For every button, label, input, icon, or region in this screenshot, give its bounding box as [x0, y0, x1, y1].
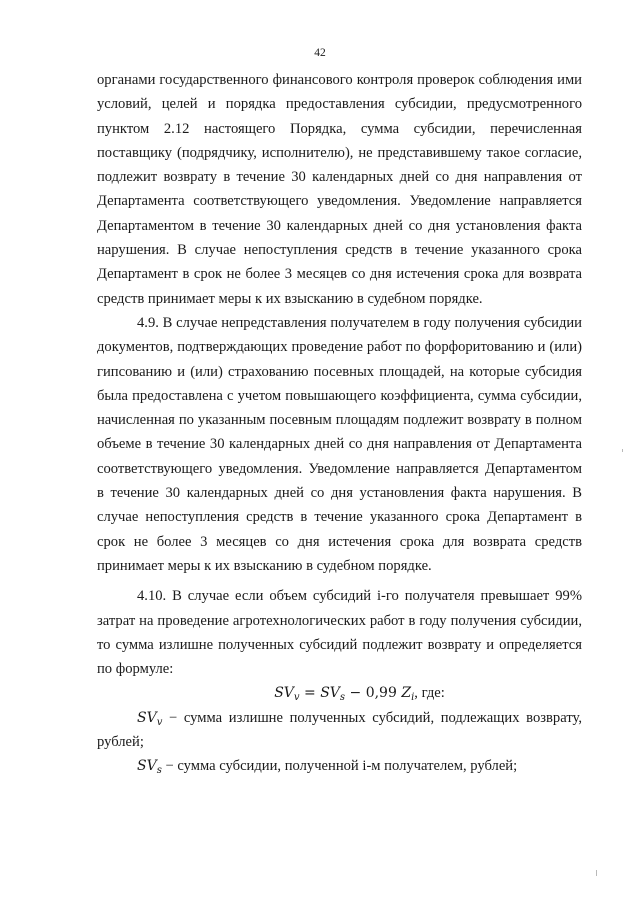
document-body — [97, 68, 582, 779]
formula-z-sub: i — [411, 692, 415, 704]
formula-tail: , где: — [414, 685, 445, 702]
definition-text: − сумма излишне полученных субсидий, подлежащих возврату, рублей; — [97, 709, 582, 751]
scan-artifact — [596, 870, 597, 876]
formula-line — [97, 681, 582, 705]
scan-artifact — [622, 449, 623, 452]
formula-z-var: Z — [401, 685, 412, 702]
formula — [274, 685, 415, 704]
formula-equals: = — [299, 685, 321, 702]
paragraph-continuation: органами государственного финансового контроля проверок соблюдения ими условий, целей и порядка предоставления субсидии, предусмотренного пунктом 2.12 настоящего Порядка, сумма субсидии, перечисленная поставщику (подрядчику, исполнителю), не представившему такое согласие, подлежит возврату в течение 30 календарных дней со дня направления от Департамента соответствующего уведомления. Уведомление направляется Департаментом в течение 30 календарных дней со дня установления факта нарушения. В случае непоступления средств в течение указанного срока Департамент в срок не более 3 месяцев со дня истечения срока для возврата средств принимает меры к их взысканию в судебном порядке. — [97, 72, 582, 307]
formula-lhs-sub: v — [293, 692, 300, 704]
page-number: 42 — [314, 47, 326, 59]
formula-rhs-var: SV — [320, 685, 340, 702]
formula-coefficient: 0,99 — [365, 685, 397, 702]
definition-text: − сумма субсидии, полученной i-м получателем, рублей; — [161, 758, 518, 775]
paragraph-4-9: 4.9. В случае непредставления получателем в году получения субсидии документов, подтверждающих проведение работ по форфоритованию и (или) гипсованию и (или) страхованию посевных площадей, на которые субсидия была предоставлена с учетом повышающего коэффициента, сумма субсидии, начисленная по указанным посевным площадям подлежит возврату в полном объеме в течение 30 календарных дней со дня направления от Департамента соответствующего уведомления. Уведомление направляется Департаментом в течение 30 календарных дней со дня установления факта нарушения. В случае непоступления средств в течение указанного срока Департамент в срок не более 3 месяцев со дня истечения срока для возврата средств принимает меры к их взысканию в судебном порядке. — [97, 314, 582, 574]
formula-lhs-var: SV — [274, 685, 294, 702]
definition-symbol: $SV_s$ — [137, 758, 162, 777]
definition-svs — [97, 754, 582, 778]
definition-svv — [97, 706, 582, 755]
paragraph-4-10: 4.10. В случае если объем субсидий i-го получателя превышает 99% затрат на проведение агротехнологических работ в году получения субсидии, то сумма излишне полученных субсидий подлежит возврату и определяется по формуле: — [97, 588, 582, 678]
formula-rhs-sub: s — [339, 692, 346, 704]
definition-symbol: $SV_v$ — [137, 709, 163, 728]
formula-minus: − — [345, 685, 366, 702]
